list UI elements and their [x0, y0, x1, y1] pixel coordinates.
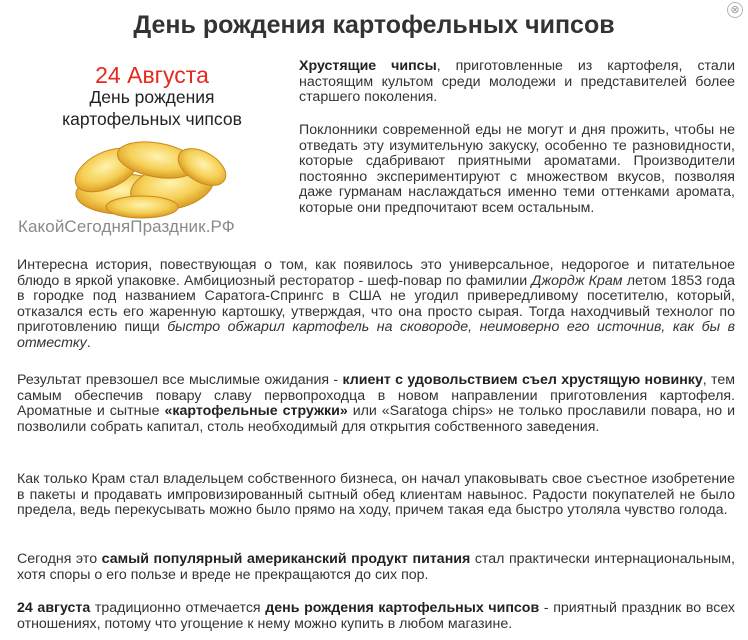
p6-text-1: Сегодня это	[17, 551, 102, 567]
close-button[interactable]: ⊗	[727, 2, 743, 18]
hero-caption-line2: картофельных чипсов	[62, 109, 242, 129]
p3-italic-1: Джордж Крам	[531, 272, 623, 289]
p7-bold-2: день рождения картофельных чипсов	[265, 600, 540, 616]
p4-text-2: , тем самым обеспечив повару славу первопроходца в новом направлении приготовления картофеля. Ароматные и сытные	[17, 372, 735, 420]
p4-text-1: Результат превзошел все мыслимые ожидания -	[17, 372, 343, 388]
paragraph-1	[299, 59, 735, 106]
p3-text-2: летом 1853 года в городке под названием Саратога-Спрингс в США не угодил привередливому посетителю, который, отказался есть его жаренную картошку, утверждая, что она просто сырая. Тогда находчивый технолог по приготовлению пищи	[17, 272, 735, 336]
hero-image	[14, 52, 290, 245]
p1-bold: Хрустящие чипсы	[299, 58, 437, 74]
paragraph-6	[17, 552, 735, 583]
page-title: День рождения картофельных чипсов	[133, 11, 615, 39]
p6-bold-1: самый популярный американский продукт питания	[101, 551, 471, 567]
hero-site-name: КакойСегодняПраздник.РФ	[18, 217, 235, 236]
p4-bold-1: клиент с удовольствием съел хрустящую новинку	[342, 372, 703, 388]
paragraph-7	[17, 601, 735, 632]
paragraph-5: Как только Крам стал владельцем собственного бизнеса, он начал упаковывать свое съестное изобретение в пакеты и продавать импровизированный сытный обед клиентам навынос. Радости покупателей не было предела, ведь перекусывать можно было прямо на ходу, причем такая еда быстро утоляла чувство голода.	[17, 471, 735, 519]
p7-bold-1: 24 августа	[17, 600, 91, 616]
paragraph-4	[17, 373, 735, 435]
p3-text-3: .	[86, 334, 91, 351]
p4-text-3: или «Saratoga chips» не только прославили повара, но и позволили собрать капитал, столь необходимый для открытия собственного заведения.	[17, 403, 735, 435]
p4-bold-2: «картофельные стружки»	[164, 403, 348, 420]
p1-text: , приготовленные из картофеля, стали настоящим культом среди молодежи и представителей более старшего поколения.	[299, 58, 735, 106]
hero-caption-line1: День рождения	[89, 87, 215, 107]
potato-chips-icon	[62, 132, 232, 222]
p6-text-2: стал практически интернациональным, хотя споры о его пользе и вреде не прекращаются до сих пор.	[17, 551, 735, 583]
p7-text-1: традиционно отмечается	[90, 600, 266, 616]
paragraph-2: Поклонники современной еды не могут и дня прожить, чтобы не отведать эту изумительную закуску, особенно те разновидности, которые сдабривают приятными ароматами. Производители постоянно экспериментируют с множеством вкусов, позволяя даже гурманам наслаждаться именно теми оттенками аромата, которые они предпочитают всем остальным.	[299, 122, 735, 216]
paragraph-3	[17, 258, 735, 352]
p3-italic-2: быстро обжарил картофель на сковороде, неимоверно его источнив, как бы в отместку	[17, 319, 735, 351]
hero-date: 24 Августа	[95, 62, 209, 88]
p7-text-2: - приятный праздник во всех отношениях, потому что угощение к нему можно купить в любом магазине.	[17, 600, 735, 632]
p3-text-1: Интересна история, повествующая о том, как появилось это универсальное, недорогое и питательное блюдо в яркой упаковке. Амбициозный ресторатор - шеф-повар по фамилии	[17, 257, 735, 289]
